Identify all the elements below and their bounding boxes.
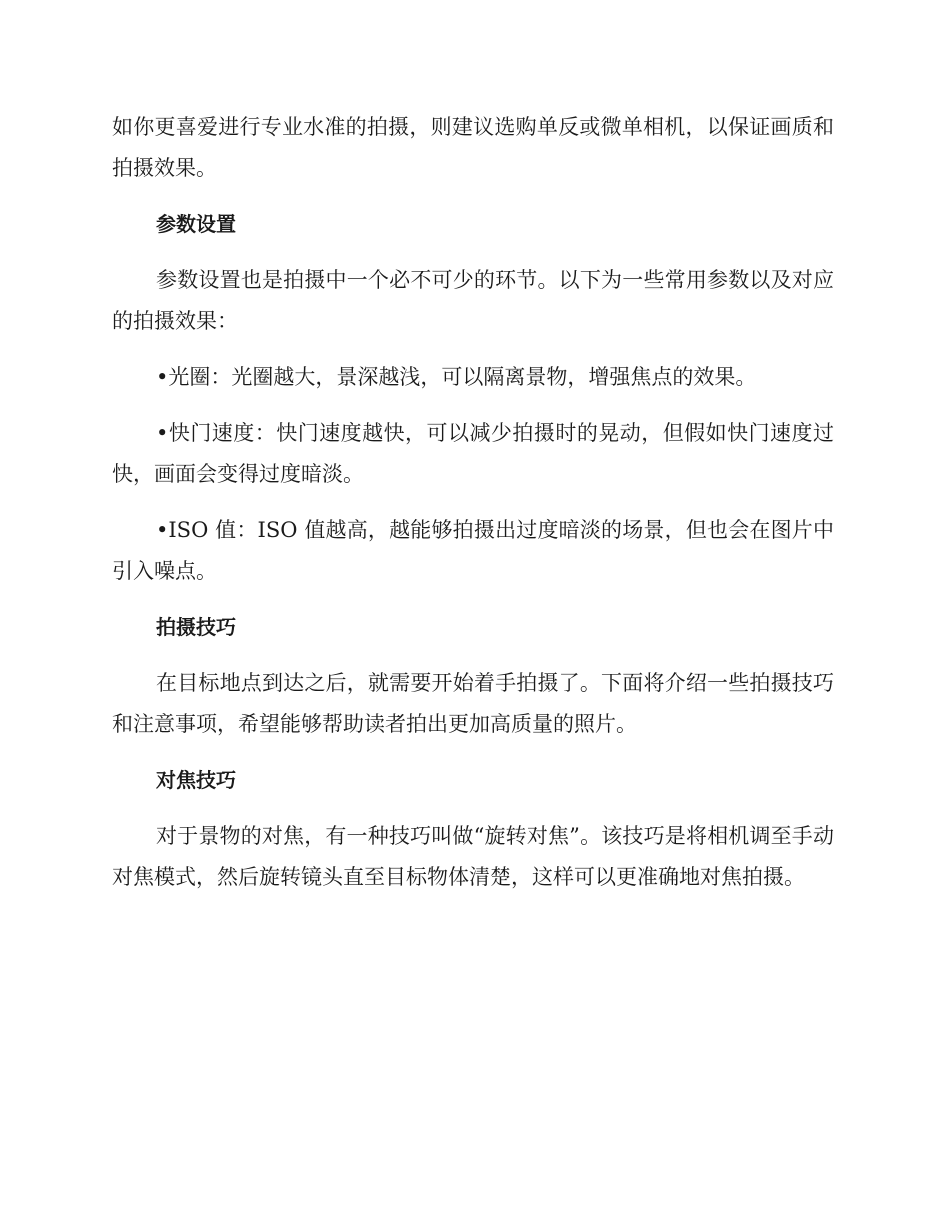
bullet-marker: •	[156, 365, 169, 389]
bullet-text: 快门速度：快门速度越快，可以减少拍摄时的晃动，但假如快门速度过快，画面会变得过度暗淡。	[112, 421, 834, 486]
bullet-item-iso	[112, 510, 834, 592]
bullet-item-shutter-speed	[112, 413, 834, 495]
bullet-marker: •	[156, 518, 169, 542]
params-intro-paragraph: 参数设置也是拍摄中一个必不可少的环节。以下为一些常用参数以及对应的拍摄效果：	[112, 268, 834, 333]
section-heading-params: 参数设置	[156, 212, 236, 236]
intro-paragraph: 如你更喜爱进行专业水准的拍摄，则建议选购单反或微单相机，以保证画质和拍摄效果。	[112, 115, 834, 180]
bullet-item-aperture	[112, 357, 834, 398]
document-body	[112, 107, 834, 913]
focus-paragraph: 对于景物的对焦，有一种技巧叫做“旋转对焦”。该技巧是将相机调至手动对焦模式，然后旋转镜头直至目标物体清楚，这样可以更准确地对焦拍摄。	[112, 824, 834, 889]
bullet-text: 光圈：光圈越大，景深越浅，可以隔离景物，增强焦点的效果。	[168, 365, 757, 389]
section-heading-tips: 拍摄技巧	[156, 615, 236, 639]
section-heading-focus: 对焦技巧	[156, 768, 236, 792]
tips-paragraph: 在目标地点到达之后，就需要开始着手拍摄了。下面将介绍一些拍摄技巧和注意事项，希望能够帮助读者拍出更加高质量的照片。	[112, 671, 834, 736]
bullet-marker: •	[156, 421, 169, 445]
bullet-text: ISO 值：ISO 值越高，越能够拍摄出过度暗淡的场景，但也会在图片中引入噪点。	[112, 518, 834, 583]
